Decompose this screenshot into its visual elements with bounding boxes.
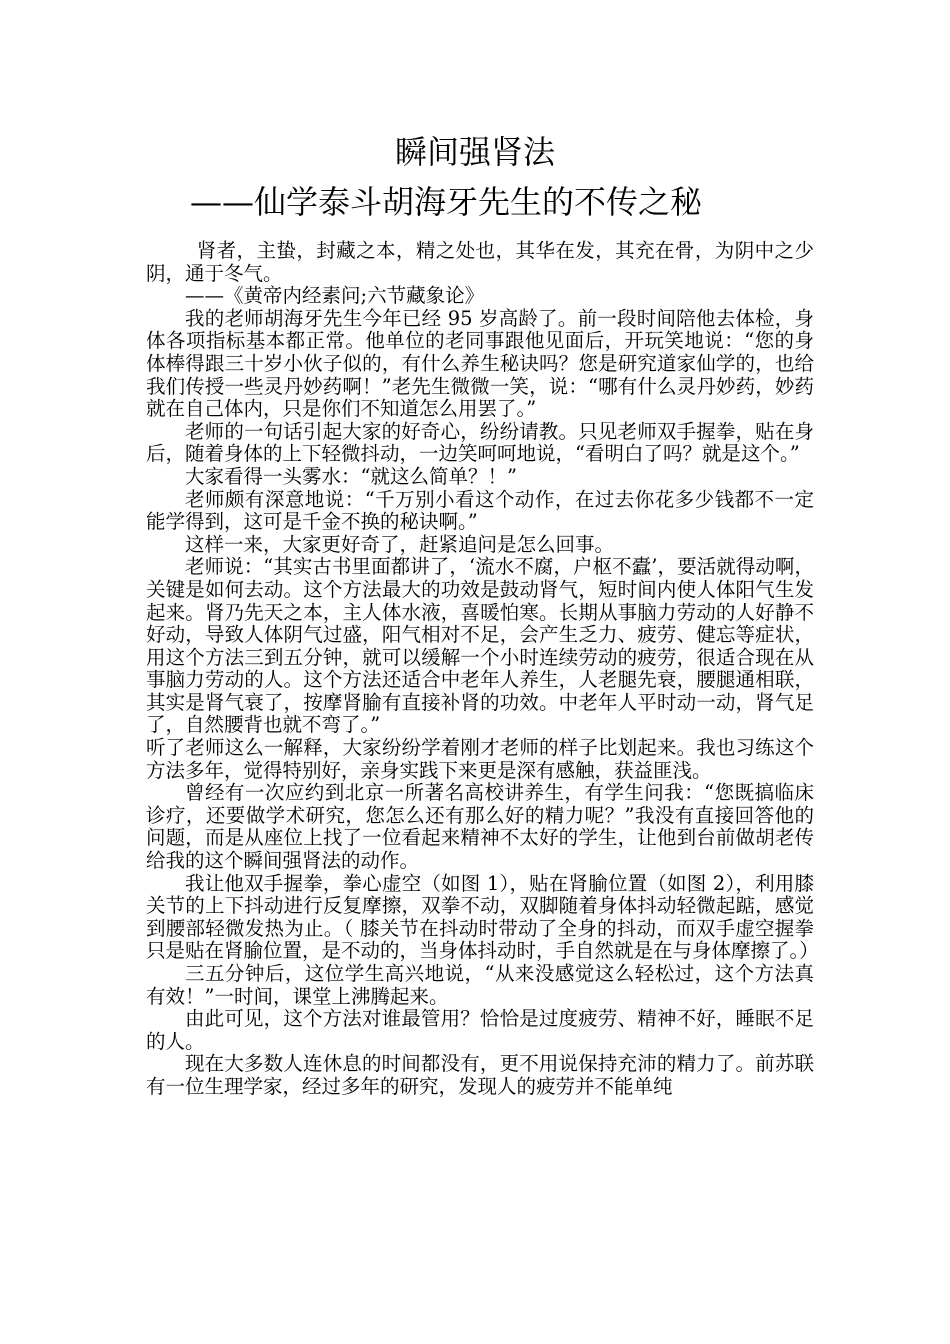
body-paragraph: 我让他双手握拳，拳心虚空（如图 1），贴在肾腧位置（如图 2），利用膝关节的上下抖动进行反复摩擦，双拳不动，双脚随着身体抖动轻微起踮，感觉到腰部轻微发热为止。（ 膝关节在抖动时带动了全身的抖动，而双手虚空握拳只是贴在肾腧位置，是不动的，当身体抖动时，手自然就是在与身体摩擦了。） — [146, 871, 819, 963]
body-paragraph: 老师说：“其实古书里面都讲了，‘流水不腐，户枢不蠹’，要活就得动啊，关键是如何去动。这个方法最大的功效是鼓动肾气，短时间内使人体阳气生发起来。肾乃先天之本，主人体水液，喜暖怕寒。长期从事脑力劳动的人好静不好动，导致人体阴气过盛，阳气相对不足，会产生乏力、疲劳、健忘等症状，用这个方法三到五分钟，就可以缓解一个小时连续劳动的疲劳，很适合现在从事脑力劳动的人。这个方法还适合中老年人养生，人老腿先衰，腰腿通相联，其实是肾气衰了，按摩肾腧有直接补肾的功效。中老年人平时动一动，肾气足了，自然腰背也就不弯了。” — [146, 555, 814, 737]
body-paragraph: 由此可见，这个方法对谁最管用？恰恰是过度疲劳、精神不好，睡眠不足的人。 — [146, 1007, 814, 1053]
body-paragraph: 听了老师这么一解释，大家纷纷学着刚才老师的样子比划起来。我也习练这个方法多年，觉得特别好，亲身实践下来更是深有感触，获益匪浅。 — [146, 736, 814, 782]
quote-paragraph: 肾者，主蛰，封藏之本，精之处也，其华在发，其充在骨，为阴中之少阴，通于冬气。 — [146, 239, 814, 285]
page-subtitle: ——仙学泰斗胡海牙先生的不传之秘 — [190, 183, 703, 221]
article-body — [146, 239, 819, 1099]
body-paragraph: 三五分钟后，这位学生高兴地说，“从来没感觉这么轻松过，这个方法真有效！”一时间，课堂上沸腾起来。 — [146, 962, 814, 1008]
body-paragraph: 曾经有一次应约到北京一所著名高校讲养生，有学生问我：“您既搞临床诊疗，还要做学术研究，您怎么还有那么好的精力呢？”我没有直接回答他的问题，而是从座位上找了一位看起来精神不太好的学生，让他到台前做胡老传给我的这个瞬间强肾法的动作。 — [146, 781, 814, 873]
quote-source: ——《黄帝内经素问;六节藏象论》 — [185, 284, 485, 308]
body-paragraph: 我的老师胡海牙先生今年已经 95 岁高龄了。前一段时间陪他去体检，身体各项指标基本都正常。他单位的老同事跟他见面后，开玩笑地说：“您的身体棒得跟三十岁小伙子似的，有什么养生秘诀吗？您是研究道家仙学的，也给我们传授一些灵丹妙药啊！”老先生微微一笑，说：“哪有什么灵丹妙药，妙药就在自己体内，只是你们不知道怎么用罢了。” — [146, 306, 814, 421]
body-paragraph: 老师颇有深意地说：“千万别小看这个动作，在过去你花多少钱都不一定能学得到，这可是千金不换的秘诀啊。” — [146, 487, 814, 534]
title-block — [0, 130, 950, 224]
body-paragraph: 这样一来，大家更好奇了，赶紧追问是怎么回事。 — [185, 532, 615, 556]
body-paragraph: 现在大多数人连休息的时间都没有，更不用说保持充沛的精力了。前苏联有一位生理学家，经过多年的研究，发现人的疲劳并不能单纯 — [146, 1052, 814, 1098]
body-paragraph: 大家看得一头雾水：“就这么简单？！” — [185, 464, 517, 488]
body-paragraph: 老师的一句话引起大家的好奇心，纷纷请教。只见老师双手握拳，贴在身后，随着身体的上下轻微抖动，一边笑呵呵地说，“看明白了吗？就是这个。” — [146, 419, 814, 466]
page-title: 瞬间强肾法 — [394, 133, 555, 171]
